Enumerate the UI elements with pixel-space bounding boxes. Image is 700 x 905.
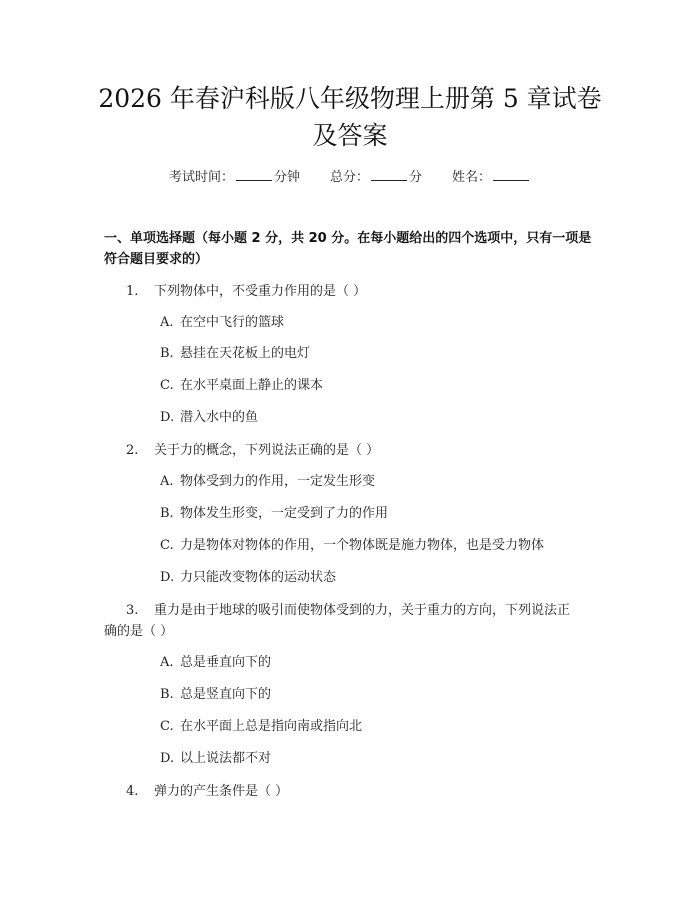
question-3-option-a [160, 653, 600, 673]
section-heading: 一、单项选择题（每小题 2 分，共 20 分。在每小题给出的四个选项中，只有一项是符合题目要求的） [104, 231, 592, 267]
exam-time [169, 168, 300, 188]
option-letter: C. [160, 538, 174, 553]
question-3-option-b [160, 685, 600, 705]
option-text: 在水平面上总是指向南或指向北 [180, 719, 363, 734]
exam-score-label: 总分： [329, 170, 369, 185]
option-letter: D. [160, 570, 175, 585]
question-stem: 关于力的概念，下列说法正确的是（ ） [154, 443, 380, 458]
question-4 [104, 781, 604, 802]
option-letter: A. [160, 655, 174, 670]
exam-time-unit: 分钟 [273, 170, 300, 185]
option-text: 总是竖直向下的 [180, 687, 272, 702]
question-stem: 弹力的产生条件是（ ） [154, 784, 289, 799]
question-2-option-c [160, 536, 600, 556]
exam-name-blank [493, 168, 529, 181]
question-2-option-b [160, 504, 600, 524]
question-2 [104, 440, 604, 461]
option-text: 潜入水中的鱼 [180, 410, 259, 425]
option-letter: D. [160, 751, 175, 766]
option-text: 悬挂在天花板上的电灯 [180, 346, 311, 361]
exam-time-blank [236, 168, 272, 181]
question-stem-line2: 确的是（ ） [104, 624, 174, 639]
option-text: 物体受到力的作用，一定发生形变 [180, 474, 376, 489]
option-text: 物体发生形变，一定受到了力的作用 [180, 506, 389, 521]
exam-info-line [0, 168, 700, 188]
question-1-option-a [160, 313, 600, 333]
question-stem: 下列物体中，不受重力作用的是（ ） [154, 284, 367, 299]
option-letter: C. [160, 719, 174, 734]
exam-title-line1: 2026 年春沪科版八年级物理上册第 5 章试卷 [98, 84, 602, 113]
question-1 [104, 281, 604, 302]
exam-score-blank [371, 168, 407, 181]
question-2-option-d [160, 568, 600, 588]
exam-title-line2: 及答案 [312, 121, 388, 150]
question-1-option-b [160, 344, 600, 364]
option-letter: D. [160, 410, 175, 425]
option-text: 以上说法都不对 [180, 751, 272, 766]
question-stem-line1: 重力是由于地球的吸引而使物体受到的力，关于重力的方向，下列说法正 [154, 603, 571, 618]
question-number: 3. [126, 603, 139, 618]
question-3-continuation [104, 621, 604, 642]
exam-name [452, 168, 531, 188]
option-letter: C. [160, 378, 174, 393]
option-letter: B. [160, 506, 174, 521]
question-1-option-d [160, 408, 600, 428]
question-3 [104, 600, 604, 621]
question-number: 2. [126, 443, 139, 458]
question-2-option-a [160, 472, 600, 492]
option-text: 在空中飞行的篮球 [180, 315, 285, 330]
question-number: 4. [126, 784, 139, 799]
exam-name-label: 姓名： [452, 170, 492, 185]
option-letter: B. [160, 346, 174, 361]
question-3-option-c [160, 717, 600, 737]
exam-time-label: 考试时间： [168, 170, 234, 185]
question-3-option-d [160, 749, 600, 769]
option-letter: B. [160, 687, 174, 702]
option-letter: A. [160, 315, 174, 330]
option-text: 力只能改变物体的运动状态 [180, 570, 337, 585]
option-text: 在水平桌面上静止的课本 [180, 378, 324, 393]
option-letter: A. [160, 474, 174, 489]
option-text: 总是垂直向下的 [180, 655, 272, 670]
option-text: 力是物体对物体的作用，一个物体既是施力物体，也是受力物体 [180, 538, 545, 553]
exam-score [330, 168, 422, 188]
question-1-option-c [160, 376, 600, 396]
question-number: 1. [126, 284, 139, 299]
exam-score-unit: 分 [409, 170, 423, 185]
